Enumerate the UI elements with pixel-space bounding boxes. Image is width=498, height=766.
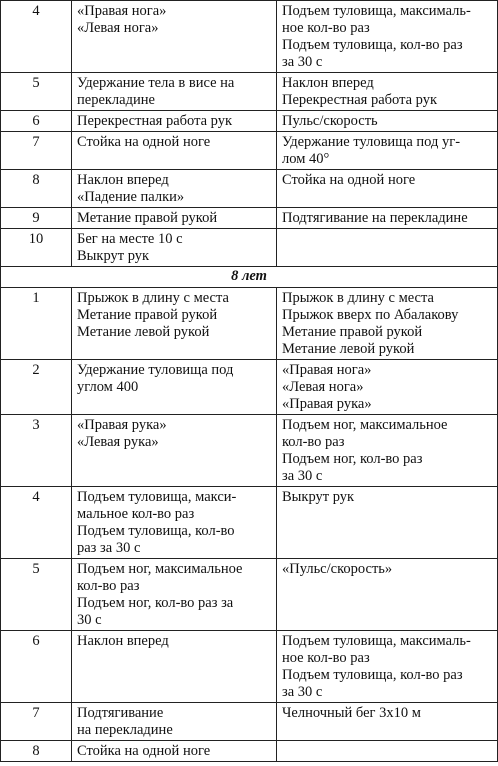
test-cell: «Пульс/скорость» <box>277 559 498 631</box>
test-cell: Пульс/скорость <box>277 111 498 132</box>
test-cell: Удержание туловища под углом 400 <box>72 360 277 415</box>
table-row <box>1 132 498 170</box>
test-cell: Прыжок в длину с места Прыжок вверх по Абалакову Метание правой рукой Метание левой рукой <box>277 288 498 360</box>
row-number: 2 <box>1 360 72 415</box>
table-row <box>1 360 498 415</box>
test-cell: «Правая рука» «Левая рука» <box>72 415 277 487</box>
row-number: 6 <box>1 111 72 132</box>
row-number: 1 <box>1 288 72 360</box>
table-row <box>1 741 498 762</box>
row-number: 4 <box>1 1 72 73</box>
test-cell: Перекрестная работа рук <box>72 111 277 132</box>
test-cell: Стойка на одной ноге <box>72 741 277 762</box>
row-number: 8 <box>1 170 72 208</box>
table-row <box>1 1 498 73</box>
test-cell: Прыжок в длину с места Метание правой рукой Метание левой рукой <box>72 288 277 360</box>
test-cell: Удержание тела в висе на перекладине <box>72 73 277 111</box>
table-row <box>1 111 498 132</box>
test-cell: Подъем ног, максимальное кол-во раз Подъем ног, кол-во раз за 30 с <box>277 415 498 487</box>
test-cell <box>277 741 498 762</box>
test-cell: Бег на месте 10 с Выкрут рук <box>72 229 277 267</box>
age-section-heading: 8 лет <box>1 267 498 288</box>
table-row <box>1 415 498 487</box>
table-row <box>1 288 498 360</box>
row-number: 10 <box>1 229 72 267</box>
test-cell <box>277 229 498 267</box>
test-cell: Выкрут рук <box>277 487 498 559</box>
row-number: 5 <box>1 73 72 111</box>
table-row <box>1 73 498 111</box>
row-number: 9 <box>1 208 72 229</box>
test-cell: Наклон вперед <box>72 631 277 703</box>
test-cell: «Правая нога» «Левая нога» «Правая рука» <box>277 360 498 415</box>
test-cell: Наклон вперед «Падение палки» <box>72 170 277 208</box>
table-row <box>1 703 498 741</box>
table-row <box>1 208 498 229</box>
table-row <box>1 631 498 703</box>
test-cell: Стойка на одной ноге <box>277 170 498 208</box>
test-cell: Подъем туловища, максималь- ное кол-во раз Подъем туловища, кол-во раз за 30 с <box>277 631 498 703</box>
test-cell: Стойка на одной ноге <box>72 132 277 170</box>
test-cell: Подтягивание на перекладине <box>72 703 277 741</box>
row-number: 5 <box>1 559 72 631</box>
table-row <box>1 487 498 559</box>
row-number: 8 <box>1 741 72 762</box>
test-cell: Наклон вперед Перекрестная работа рук <box>277 73 498 111</box>
row-number: 3 <box>1 415 72 487</box>
row-number: 7 <box>1 703 72 741</box>
row-number: 6 <box>1 631 72 703</box>
test-cell: Подтягивание на перекладине <box>277 208 498 229</box>
test-cell: Челночный бег 3х10 м <box>277 703 498 741</box>
test-cell: Подъем туловища, максималь- ное кол-во раз Подъем туловища, кол-во раз за 30 с <box>277 1 498 73</box>
section-row <box>1 267 498 288</box>
table-row <box>1 229 498 267</box>
row-number: 4 <box>1 487 72 559</box>
test-cell: Метание правой рукой <box>72 208 277 229</box>
table-row <box>1 559 498 631</box>
test-cell: Удержание туловища под уг- лом 40° <box>277 132 498 170</box>
table-row <box>1 170 498 208</box>
test-cell: Подъем ног, максимальное кол-во раз Подъем ног, кол-во раз за 30 с <box>72 559 277 631</box>
test-cell: «Правая нога» «Левая нога» <box>72 1 277 73</box>
test-cell: Подъем туловища, макси- мальное кол-во раз Подъем туловища, кол-во раз за 30 с <box>72 487 277 559</box>
row-number: 7 <box>1 132 72 170</box>
